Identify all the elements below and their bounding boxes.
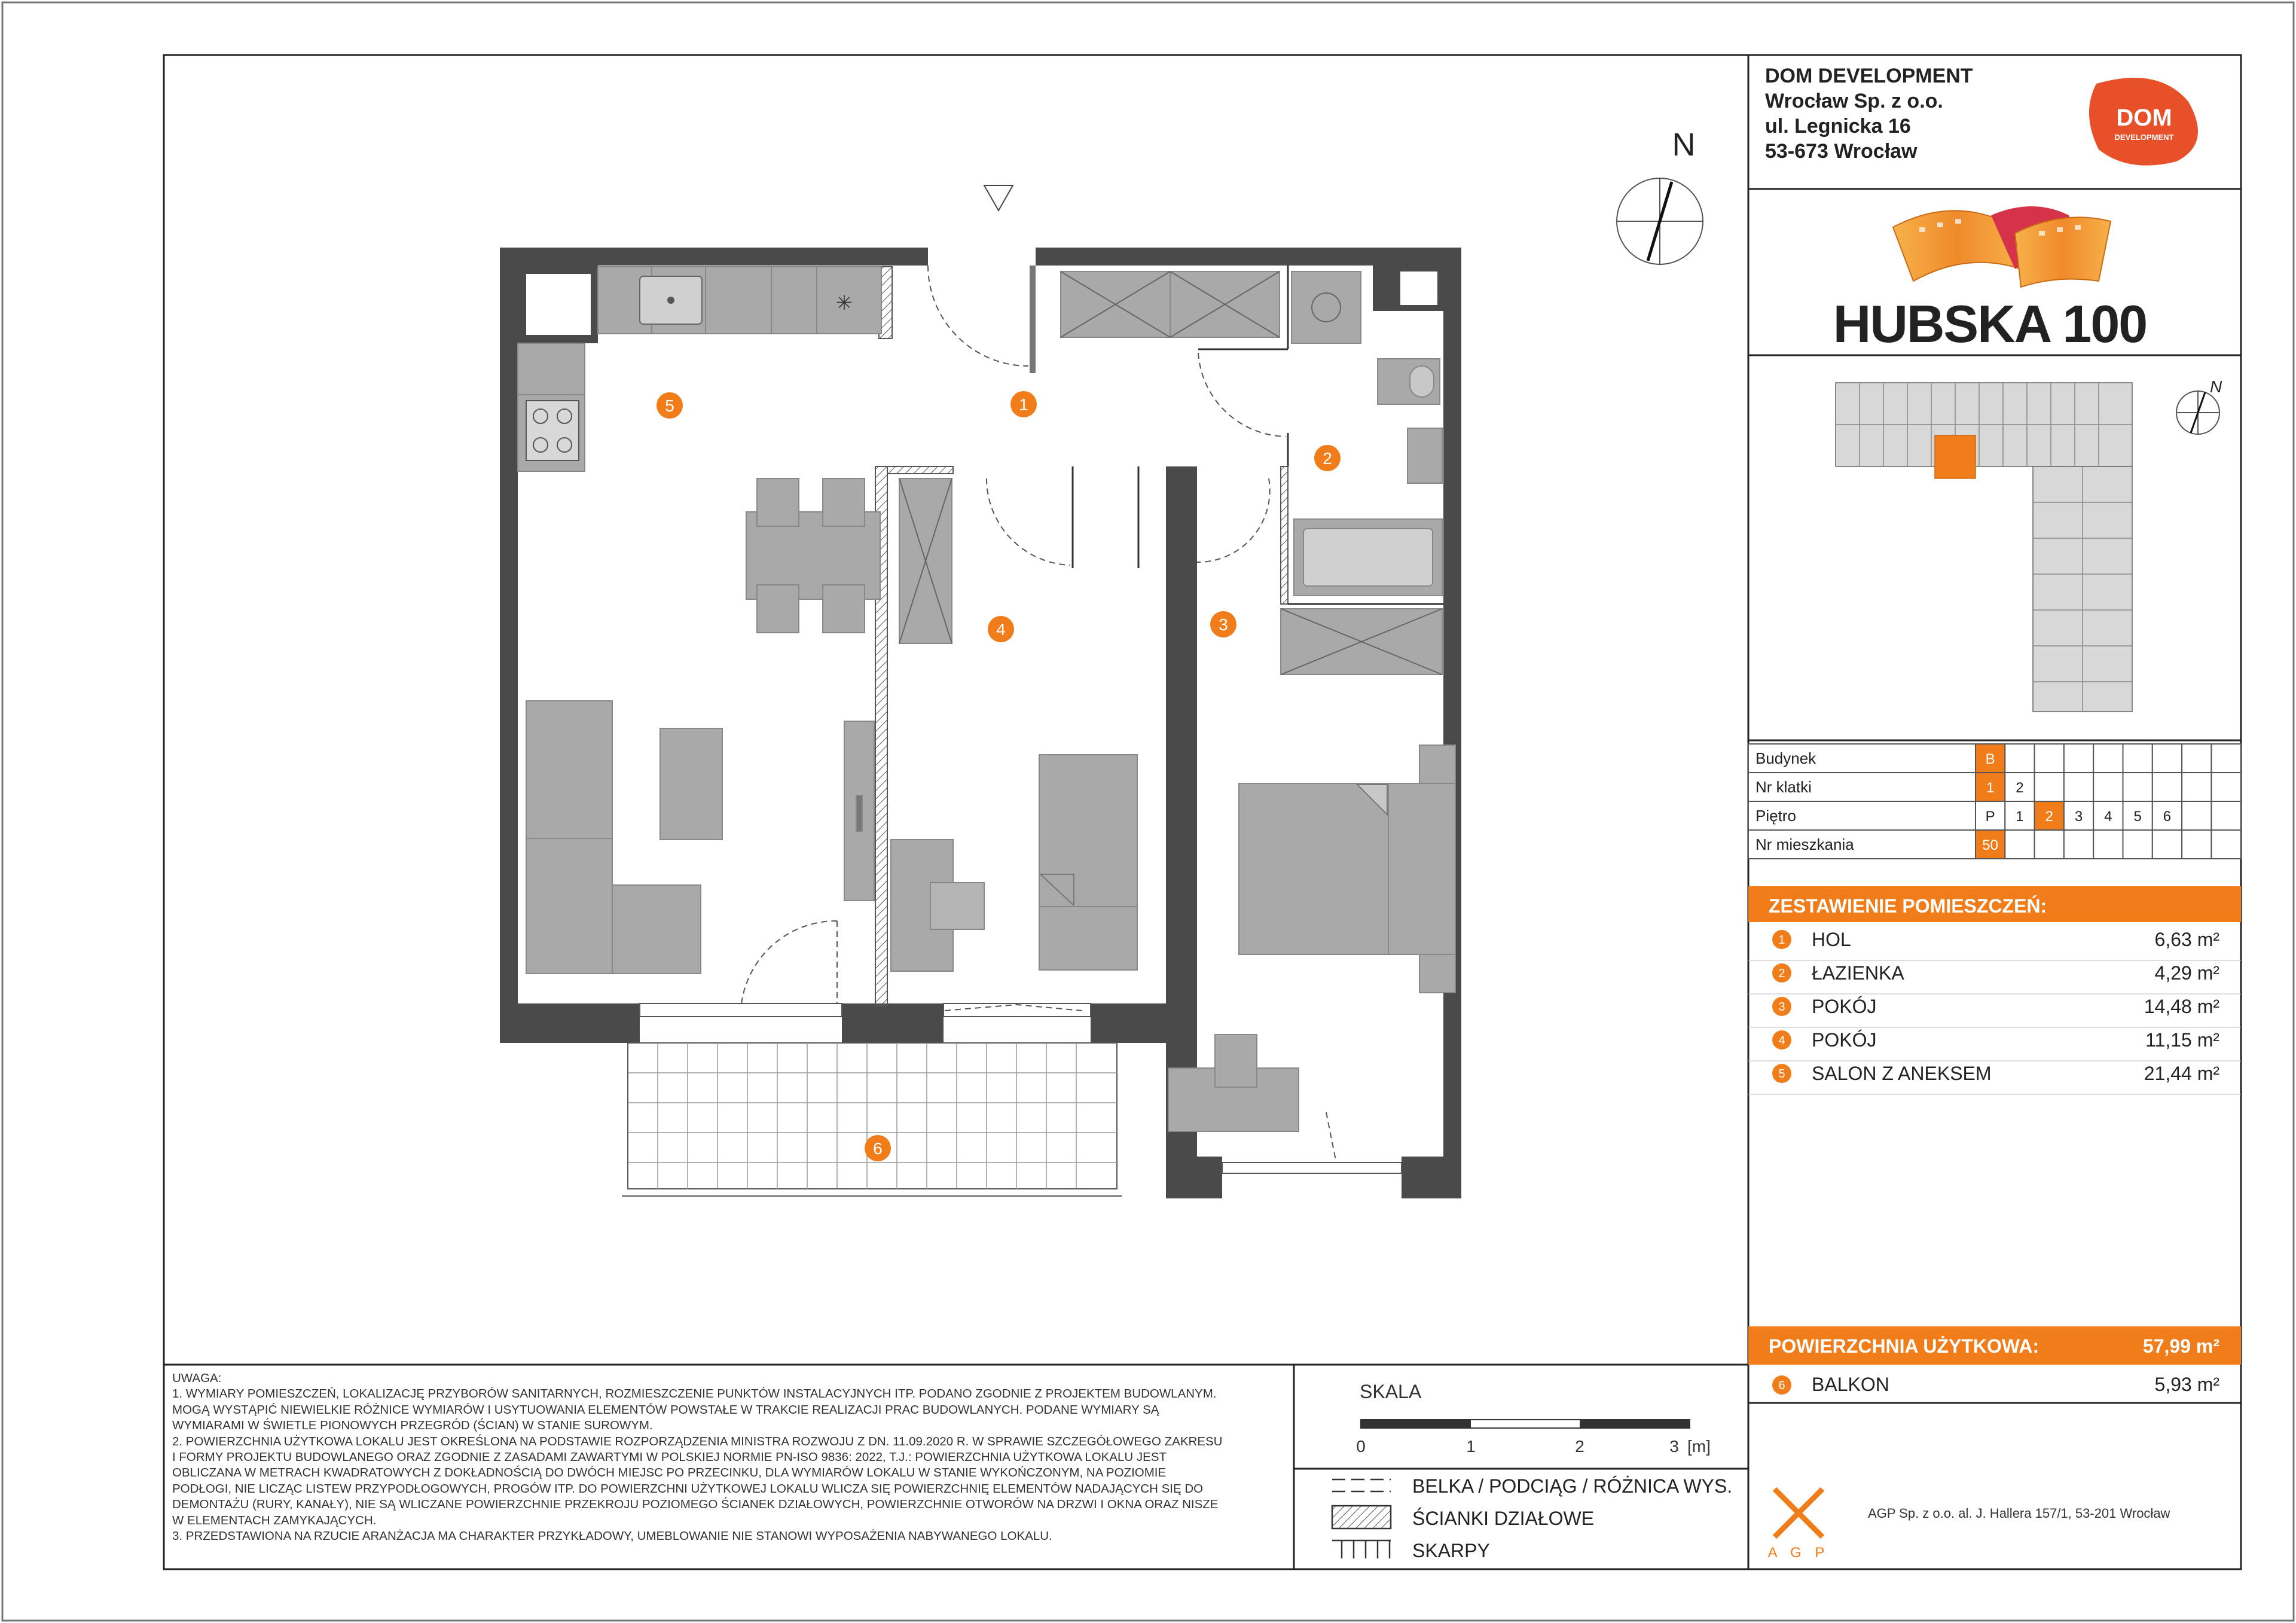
note-line: 3. PRZEDSTAWIONA NA RZUCIE ARANŻACJA MA CHARAKTER PRZYKŁADOWY, UMEBLOWANIE NIE STANOWI WYPOSAŻENIA NABYWANEGO LOKALU. [172, 1529, 1052, 1543]
bathroom-fixtures [1292, 271, 1442, 596]
legend [1332, 1475, 1732, 1561]
svg-text:6: 6 [1778, 1379, 1785, 1392]
room-row [1748, 962, 2241, 994]
svg-text:BELKA / PODCIĄG / RÓŻNICA WYS.: BELKA / PODCIĄG / RÓŻNICA WYS. [1412, 1475, 1733, 1497]
project-title: HUBSKA 100 [1833, 294, 2147, 353]
svg-text:DOM: DOM [2116, 105, 2172, 131]
info-row [1748, 801, 2241, 830]
dashed-lines-icon [1332, 1479, 1391, 1491]
note-line: PODŁOGI, NIE LICZĄC LISTEW PRZYPODŁOGOWYCH, PROGÓW ITP. DO POWIERZCHNI UŻYTKOWEJ LOKALU WLICZA SIĘ POWIERZCHNIĘ ELEMENTÓW NADAJĄCYCH SIĘ DO [172, 1481, 1204, 1496]
svg-text:ŚCIANKI DZIAŁOWE: ŚCIANKI DZIAŁOWE [1412, 1508, 1595, 1529]
info-label: Piętro [1755, 807, 1796, 825]
room-number: 4 [1778, 1034, 1785, 1047]
balcony [622, 1043, 1122, 1196]
room-row [1748, 1029, 2241, 1061]
rooms-list [1748, 929, 2241, 1094]
info-cell: 1 [2016, 809, 2024, 825]
svg-text:5,93 m²: 5,93 m² [2154, 1374, 2219, 1395]
room-name: POKÓJ [1812, 996, 1877, 1017]
svg-text:5: 5 [665, 396, 674, 415]
room-number: 3 [1778, 1000, 1785, 1014]
dom-development-logo [2089, 78, 2198, 166]
key-plan-compass-icon [2176, 377, 2222, 434]
svg-text:1: 1 [1466, 1437, 1476, 1456]
hatched-wall-icon [1332, 1506, 1391, 1529]
floor-plan [500, 127, 1703, 1198]
room-area: 11,15 m² [2145, 1029, 2219, 1051]
room-area: 6,63 m² [2154, 929, 2219, 950]
info-cell: 4 [2104, 809, 2112, 825]
notes-block [172, 1371, 1296, 1544]
sofa [526, 701, 874, 974]
svg-text:1: 1 [1019, 395, 1028, 414]
svg-text:3: 3 [1219, 615, 1228, 634]
info-cell: P [1985, 809, 1995, 825]
note-line: 1. WYMIARY POMIESZCZEŃ, LOKALIZACJĘ PRZYBORÓW SANITARNYCH, ROZMIESZCZENIE PUNKTÓW INSTALACYJNYCH ITP. PODANO ZGODNIE Z PROJEKTEM BUDOWLANYM. [172, 1387, 1217, 1401]
svg-text:ul. Legnicka 16: ul. Legnicka 16 [1765, 115, 1911, 138]
usable-area-label: POWIERZCHNIA UŻYTKOWA: [1769, 1335, 2039, 1357]
notes-title: UWAGA: [172, 1371, 222, 1385]
svg-text:6: 6 [873, 1139, 883, 1158]
note-line: W ELEMENTACH ZAMYKAJĄCYCH. [172, 1513, 377, 1527]
info-label: Nr mieszkania [1755, 835, 1854, 853]
scale-bar [1356, 1381, 1711, 1456]
svg-text:SKARPY: SKARPY [1412, 1540, 1490, 1561]
svg-text:53-673 Wrocław: 53-673 Wrocław [1765, 140, 1918, 163]
room-marker-4 [988, 616, 1014, 642]
svg-text:SKALA: SKALA [1360, 1381, 1422, 1402]
agp-logo [1768, 1489, 1830, 1561]
film-reel-logo [1893, 206, 2111, 287]
hall-wardrobe [1061, 271, 1280, 337]
room-marker-1 [1010, 391, 1037, 417]
room-number: 1 [1778, 933, 1785, 947]
info-cell: 5 [2133, 809, 2142, 825]
info-row [1748, 744, 2241, 773]
svg-text:3: 3 [1669, 1437, 1679, 1456]
north-label: N [1672, 127, 1696, 163]
svg-text:0: 0 [1356, 1437, 1366, 1456]
info-table [1748, 744, 2241, 859]
svg-text:DOM DEVELOPMENT: DOM DEVELOPMENT [1765, 65, 1973, 87]
svg-text:DEVELOPMENT: DEVELOPMENT [2114, 133, 2174, 142]
info-label: Nr klatki [1755, 778, 1812, 796]
fridge-icon: ✳ [835, 291, 853, 315]
svg-text:N: N [2210, 377, 2222, 396]
dining-table [746, 478, 880, 633]
svg-text:Wrocław Sp. z o.o.: Wrocław Sp. z o.o. [1765, 90, 1943, 112]
svg-text:2: 2 [1323, 449, 1332, 468]
info-cell: 6 [2163, 809, 2172, 825]
room-marker-2 [1314, 445, 1341, 471]
company-block [1765, 65, 2198, 166]
rooms-header: ZESTAWIENIE POMIESZCZEŃ: [1769, 895, 2047, 917]
room-number: 5 [1778, 1067, 1785, 1081]
room-marker-5 [657, 392, 683, 419]
svg-text:BALKON: BALKON [1812, 1374, 1889, 1395]
info-cell: 3 [2074, 809, 2083, 825]
note-line: WYMIARAMI W ŚWIETLE PIONOWYCH PRZEGRÓD (ŚCIAN) W STANIE SUROWYM. [172, 1418, 653, 1433]
entrance-arrow-icon [984, 185, 1013, 210]
room-name: HOL [1812, 929, 1851, 950]
desk-and-bed-room-4 [891, 478, 1137, 971]
info-cell: 2 [2045, 809, 2053, 825]
note-line: 2. POWIERZCHNIA UŻYTKOWA LOKALU JEST OKREŚLONA NA PODSTAWIE ROZPORZĄDZENIA MINISTRA ROZWOJU Z DN. 11.09.2020 R. W SPRAWIE SZCZEGÓŁOWEGO ZAKRESU [172, 1434, 1223, 1448]
info-cell: 2 [2016, 780, 2024, 796]
room-number: 2 [1778, 967, 1785, 980]
room-name: POKÓJ [1812, 1029, 1877, 1051]
bed-room-3 [1168, 609, 1455, 1131]
info-label: Budynek [1755, 749, 1816, 767]
room-name: SALON Z ANEKSEM [1812, 1063, 1992, 1084]
hob-icon [526, 401, 579, 460]
room-name: ŁAZIENKA [1812, 962, 1904, 984]
svg-text:A G P: A G P [1767, 1545, 1830, 1561]
info-cell: 1 [1986, 780, 1995, 796]
room-row [1748, 929, 2241, 960]
info-cell: 50 [1982, 837, 1999, 853]
usable-area-value: 57,99 m² [2142, 1335, 2219, 1357]
info-row [1748, 830, 2241, 859]
svg-text:4: 4 [996, 620, 1006, 639]
room-marker-3 [1210, 611, 1236, 637]
room-marker-6 [865, 1135, 891, 1161]
info-cell: B [1985, 751, 1995, 767]
info-row [1748, 773, 2241, 801]
svg-text:2: 2 [1575, 1437, 1584, 1456]
room-area: 14,48 m² [2144, 996, 2219, 1017]
apartment-location-highlight [1935, 435, 1976, 478]
reveal-icon [1332, 1540, 1391, 1558]
note-line: OBLICZANA W METRACH KWADRATOWYCH Z DOKŁADNOŚCIĄ DO DWÓCH MIEJSC PO PRZECINKU, DLA WYMIARÓW LOKALU W STANIE WYKOŃCZONYM, NA POZIOMIE [172, 1466, 1167, 1480]
note-line: I FORMY PROJEKTU BUDOWLANEGO ORAZ ZGODNIE Z ZASADAMI ZAWARTYMI W POLSKIEJ NORMIE PN-ISO 9836: 2022, T.J.: POWIERZCHNIA UŻYTKOWA LOKALU JEST [172, 1450, 1167, 1465]
room-area: 21,44 m² [2144, 1063, 2219, 1084]
room-area: 4,29 m² [2154, 962, 2219, 984]
room-row [1748, 1063, 2241, 1094]
room-row [1748, 996, 2241, 1027]
svg-text:[m]: [m] [1687, 1437, 1711, 1456]
north-compass-icon [1617, 178, 1703, 264]
site-key-plan [1836, 383, 2132, 712]
note-line: MOGĄ WYSTĄPIĆ NIEWIELKIE RÓŻNICE WYMIARÓW I USYTUOWANIA ELEMENTÓW POWSTAŁE W TRAKCIE REALIZACJI PRAC BUDOWLANYCH. PODANE WYMIARY SĄ [172, 1402, 1159, 1417]
agp-address: AGP Sp. z o.o. al. J. Hallera 157/1, 53-201 Wrocław [1868, 1506, 2170, 1521]
note-line: DEMONTAŻU (RURY, KANAŁY), NIE SĄ WLICZANE POWIERZCHNIE PRZEKROJU POZIOMEGO ŚCIANEK DZIAŁOWYCH, POWIERZCHNIE OTWORÓW NA DRZWI I OKNA ORAZ NISZE [172, 1497, 1219, 1512]
balcony-row [1772, 1374, 2219, 1395]
